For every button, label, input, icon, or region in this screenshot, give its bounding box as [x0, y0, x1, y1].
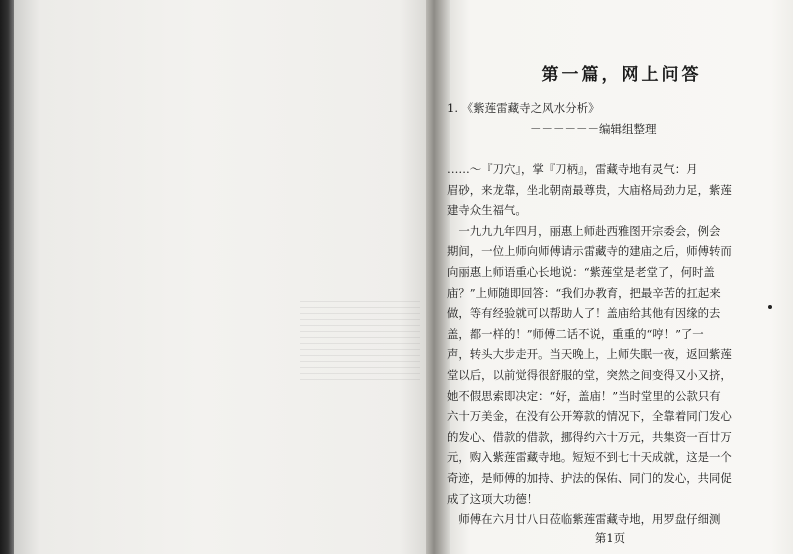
body-line: 建寺众生福气。 — [447, 203, 527, 218]
body-line: 向丽惠上师语重心长地说：“紫莲堂是老堂了，何时盖 — [447, 264, 715, 279]
scan-speck — [768, 305, 772, 309]
body-line: 期间，一位上师向师傅请示雷藏寺的建庙之后，师傅转而 — [447, 244, 732, 259]
body-line: 做，等有经验就可以帮助人了！盖庙给其他有因缘的去 — [447, 306, 721, 321]
body-line: 庙？”上师随即回答：“我们办教育，把最辛苦的扛起来 — [447, 285, 721, 300]
body-line: ……～『刀穴』，掌『刀柄』，雷藏寺地有灵气：月 — [447, 162, 698, 176]
body-line: 元，购入紫莲雷藏寺地。短短不到七十天成就，这是一个 — [447, 450, 732, 465]
body-line: 盖，都一样的！”师傅二话不说，重重的“哼！”了一 — [447, 326, 704, 341]
article-heading: 1. 《紫莲雷藏寺之风水分析》 — [447, 101, 600, 115]
body-text — [447, 159, 772, 530]
body-line: 她不假思索即决定：“好，盖庙！”当时堂里的公款只有 — [447, 388, 721, 403]
body-line: 师傅在六月廿八日莅临紫莲雷藏寺地，用罗盘仔细测 — [447, 512, 721, 527]
book-binding-shadow — [0, 0, 14, 554]
body-line: 堂以后，以前觉得很舒服的堂，突然之间变得又小又挤， — [447, 367, 732, 382]
body-line: 成了这项大功德！ — [447, 491, 539, 506]
body-line: 眉砂，来龙靠，坐北朝南最尊贵，大庙格局劲力足，紫莲 — [447, 182, 732, 197]
page-title: 第一篇，网上问答 — [541, 65, 702, 85]
body-line: 六十万美金，在没有公开筹款的情况下，全靠着同门发心 — [447, 409, 732, 424]
body-line: 一九九九年四月，丽惠上师赴西雅图开宗委会，例会 — [447, 223, 721, 238]
body-line: 的发心、借款的借款，挪得约六十万元，共集资一百廿万 — [447, 429, 732, 444]
body-line: 声，转头大步走开。当天晚上，上师失眠一夜，返回紫莲 — [447, 347, 732, 362]
body-line: 奇迹，是师傅的加持、护法的保佑、同门的发心，共同促 — [447, 470, 732, 485]
page-number: 第1页 — [594, 531, 626, 545]
scan-noise — [300, 300, 420, 380]
editor-credit: －－－－－－编辑组整理 — [530, 122, 657, 136]
